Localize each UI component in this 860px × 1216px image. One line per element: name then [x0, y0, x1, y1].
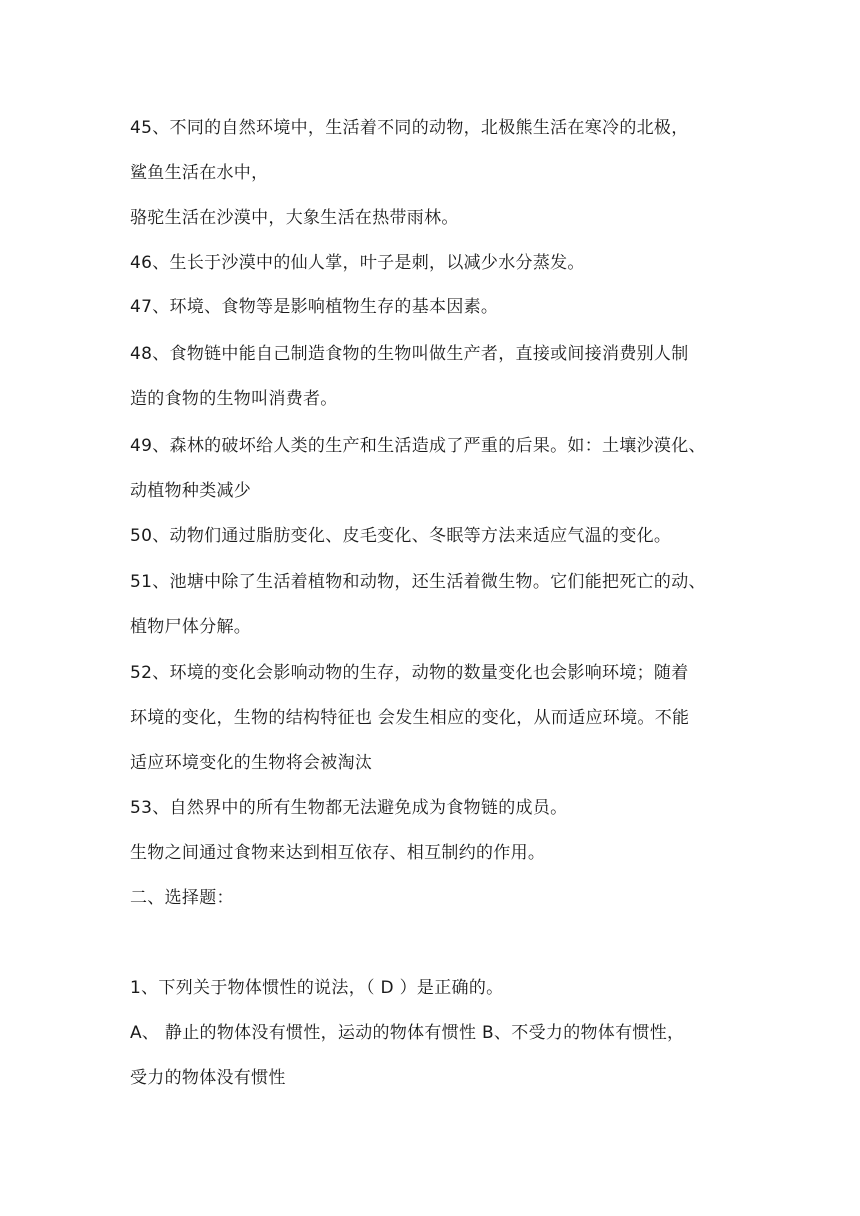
- text-line-53: 53、自然界中的所有生物都无法避免成为食物链的成员。: [130, 798, 568, 818]
- text-line-48b: 造的食物的生物叫消费者。: [130, 389, 338, 409]
- text-line-53b: 生物之间通过食物来达到相互依存、相互制约的作用。: [130, 843, 546, 863]
- text-line-50: 50、动物们通过脂肪变化、皮毛变化、冬眠等方法来适应气温的变化。: [130, 526, 672, 546]
- text-line-51b: 植物尸体分解。: [130, 617, 252, 637]
- question-1-options-a: A、 静止的物体没有惯性，运动的物体有惯性 B、不受力的物体有惯性，: [130, 1023, 685, 1043]
- text-line-49b: 动植物种类减少: [130, 481, 252, 501]
- text-line-48a: 48、食物链中能自己制造食物的生物叫做生产者，直接或间接消费别人制: [130, 344, 689, 364]
- text-line-52b: 环境的变化，生物的结构特征也 会发生相应的变化，从而适应环境。不能: [130, 708, 690, 728]
- text-line-52c: 适应环境变化的生物将会被淘汰: [130, 753, 373, 773]
- text-line-45a: 45、不同的自然环境中，生活着不同的动物，北极熊生活在寒冷的北极，: [130, 118, 689, 138]
- text-line-52a: 52、环境的变化会影响动物的生存，动物的数量变化也会影响环境；随着: [130, 663, 689, 683]
- question-1: 1、下列关于物体惯性的说法，（ D ）是正确的。: [130, 978, 504, 998]
- question-1-options-b: 受力的物体没有惯性: [130, 1068, 286, 1088]
- text-line-45b: 鲨鱼生活在水中，: [130, 163, 269, 183]
- text-line-51a: 51、池塘中除了生活着植物和动物，还生活着微生物。它们能把死亡的动、: [130, 572, 706, 592]
- text-line-45c: 骆驼生活在沙漠中，大象生活在热带雨林。: [130, 208, 459, 228]
- text-line-47: 47、环境、食物等是影响植物生存的基本因素。: [130, 297, 499, 317]
- text-line-46: 46、生长于沙漠中的仙人掌，叶子是刺，以减少水分蒸发。: [130, 253, 585, 273]
- section-heading: 二、选择题：: [130, 888, 234, 908]
- text-line-49a: 49、森林的破坏给人类的生产和生活造成了严重的后果。如：土壤沙漠化、: [130, 436, 706, 456]
